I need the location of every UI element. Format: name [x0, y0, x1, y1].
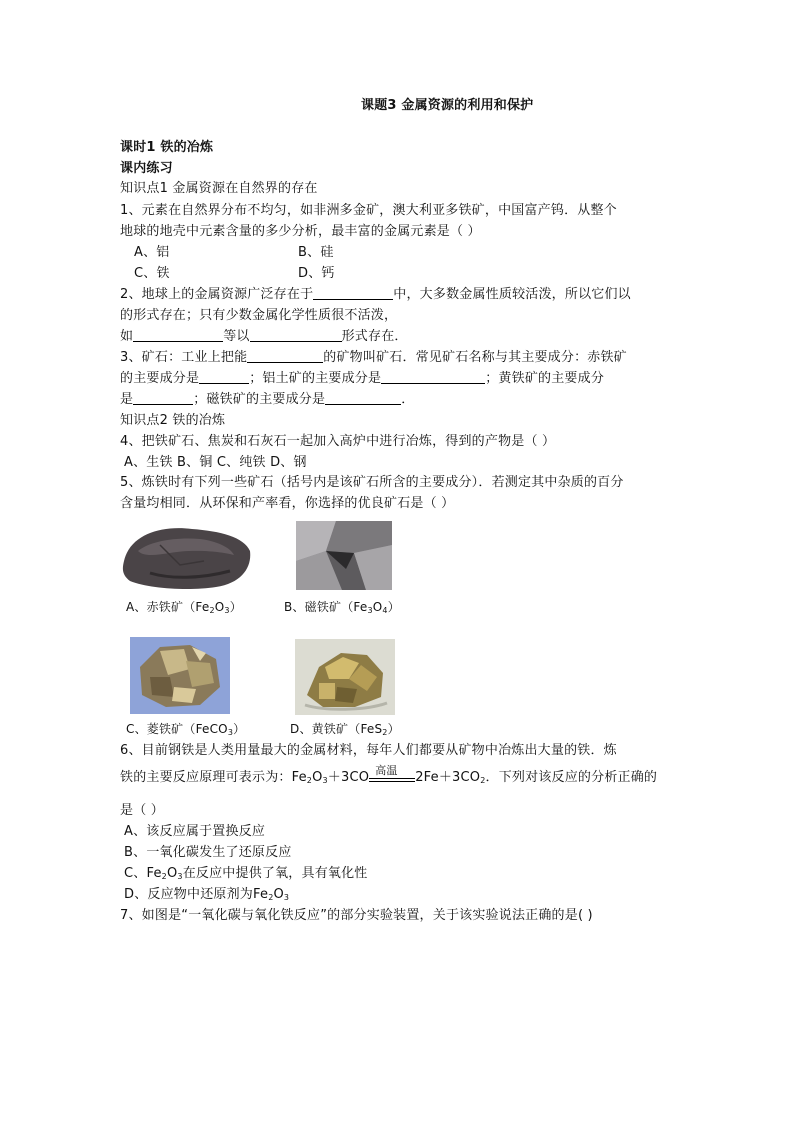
- q4-options: A、生铁 B、铜 C、纯铁 D、钢: [124, 455, 307, 470]
- q2-blank-2[interactable]: [133, 328, 223, 342]
- knowledge-point-2: 知识点2 铁的冶炼: [120, 413, 226, 428]
- q5-line-2: 含量均相同．从环保和产率看，你选择的优良矿石是（ ）: [120, 496, 455, 511]
- q3-blank-5[interactable]: [325, 391, 401, 405]
- q5-line-1: 5、炼铁时有下列一些矿石（括号内是该矿石所含的主要成分）．若测定其中杂质的百分: [120, 475, 624, 490]
- q5-option-d: D、黄铁矿（FeS$_2$）: [290, 722, 400, 737]
- magnetite-ore-image: [296, 521, 392, 590]
- q6-line-1: 6、目前钢铁是人类用量最大的金属材料，每年人们都要从矿物中冶炼出大量的铁．炼: [120, 743, 617, 758]
- q2-blank-1[interactable]: [313, 286, 393, 300]
- q1-option-d: D、钙: [298, 266, 335, 281]
- q3-line-2: 的主要成分是 ；铝土矿的主要成分是 ；黄铁矿的主要成分: [120, 371, 605, 386]
- hematite-ore-image: [120, 521, 253, 592]
- q6-line-3: 是（ ）: [120, 803, 164, 818]
- q1-line-1: 1、元素在自然界分布不均匀，如非洲多金矿，澳大利亚多铁矿，中国富产钨．从整个: [120, 203, 617, 218]
- q5-option-c: C、菱铁矿（FeCO$_3$）: [126, 722, 246, 737]
- q1-line-2: 地球的地壳中元素含量的多少分析，最丰富的金属元素是（ ）: [120, 224, 481, 239]
- q3-line-3: 是 ；磁铁矿的主要成分是 ．: [120, 392, 415, 407]
- q1-option-c: C、铁: [134, 266, 170, 281]
- q3-line-1: 3、矿石：工业上把能 的矿物叫矿石．常见矿石名称与其主要成分：赤铁矿: [120, 350, 627, 365]
- q5-option-a: A、赤铁矿$(Fe_2O_3)$: [126, 600, 242, 615]
- q6-option-a: A、该反应属于置换反应: [124, 824, 266, 839]
- q2-line-1: 2、地球上的金属资源广泛存在于 中，大多数金属性质较活泼，所以它们以: [120, 287, 631, 302]
- section-label: 课内练习: [120, 161, 173, 176]
- q6-option-b: B、一氧化碳发生了还原反应: [124, 845, 292, 860]
- q1-option-a: A、铝: [134, 245, 170, 260]
- q3-blank-3[interactable]: [381, 370, 485, 384]
- q6-line-2: 铁的主要反应原理可表示为：$Fe_2O_3+3CO$ 高温 $2Fe+3CO_2$．下列对该反应的分析正确的: [120, 764, 658, 785]
- q4-line-1: 4、把铁矿石、焦炭和石灰石一起加入高炉中进行冶炼，得到的产物是（ ）: [120, 434, 556, 449]
- q2-line-3: 如 等以 形式存在．: [120, 329, 408, 344]
- q3-blank-1[interactable]: [247, 349, 323, 363]
- knowledge-point-1: 知识点1 金属资源在自然界的存在: [120, 181, 318, 196]
- document-title: 课题3 金属资源的利用和保护: [361, 98, 534, 113]
- q2-line-2: 的形式存在；只有少数金属化学性质很不活泼，: [120, 308, 398, 323]
- siderite-ore-image: [130, 637, 230, 714]
- reaction-condition: 高温: [369, 769, 415, 787]
- pyrite-ore-image: [295, 639, 395, 715]
- q6-option-d: D、反应物中还原剂为$Fe_2O_3$: [124, 887, 290, 902]
- q3-blank-2[interactable]: [199, 370, 249, 384]
- q1-option-b: B、硅: [298, 245, 334, 260]
- q2-blank-3[interactable]: [250, 328, 342, 342]
- lesson-title: 课时1 铁的冶炼: [120, 140, 214, 155]
- q6-option-c: C、$Fe_2O_3$在反应中提供了氧，具有氧化性: [124, 866, 368, 881]
- q5-option-b: B、磁铁矿$(Fe_3O_4)$: [284, 600, 400, 615]
- q7-line-1: 7、如图是“一氧化碳与氧化铁反应”的部分实验装置，关于该实验说法正确的是( ): [120, 908, 593, 923]
- q3-blank-4[interactable]: [133, 391, 193, 405]
